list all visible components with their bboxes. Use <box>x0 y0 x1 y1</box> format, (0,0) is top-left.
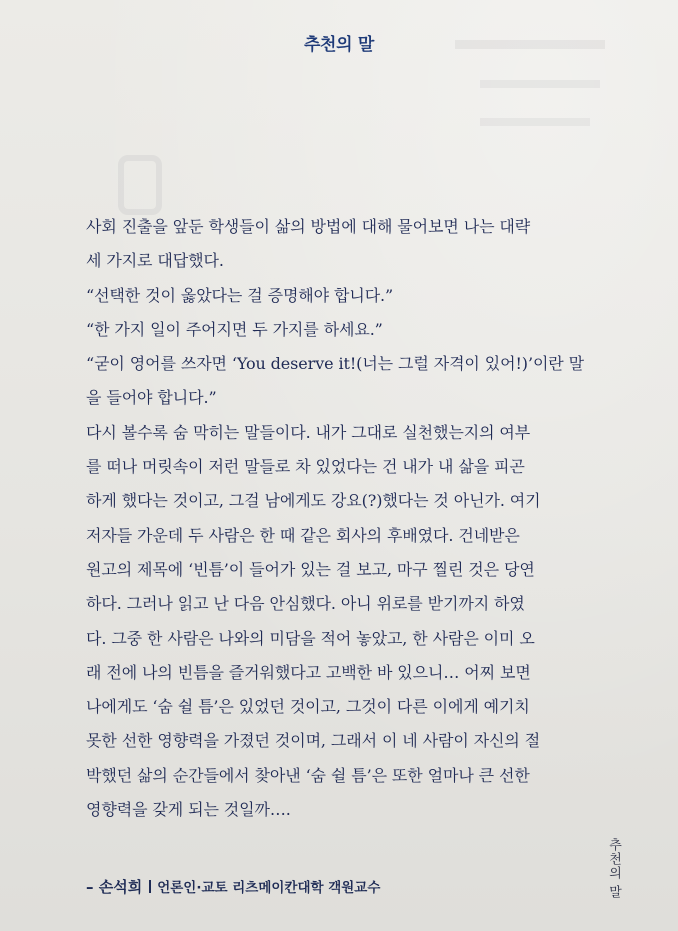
text-line: 사회 진출을 앞둔 학생들이 삶의 방법에 대해 물어보면 나는 대략 <box>86 217 531 236</box>
recommendation-text <box>86 210 606 827</box>
text-line: 다. 그중 한 사람은 나와의 미담을 적어 놓았고, 한 사람은 이미 오 <box>86 628 535 648</box>
bleed-through-mark <box>480 118 590 138</box>
separator-bar <box>149 880 151 893</box>
text-line: 을 들어야 합니다.” <box>86 388 217 408</box>
author-name: – 손석희 <box>86 878 143 896</box>
text-line: “굳이 영어를 쓰자면 ‘You deserve it!(너는 그럴 자격이 있어!)’이란 말 <box>86 354 584 374</box>
text-line: 나에게도 ‘숨 쉴 틈’은 있었던 것이고, 그것이 다른 이에게 예기치 <box>86 697 530 717</box>
text-line: 를 떠나 머릿속이 저런 말들로 차 있었다는 건 내가 내 삶을 피곤 <box>86 457 525 477</box>
text-line: 박했던 삶의 순간들에서 찾아낸 ‘숨 쉴 틈’은 또한 얼마나 큰 선한 <box>86 765 530 785</box>
text-line: “선택한 것이 옳았다는 걸 증명해야 합니다.” <box>86 285 394 305</box>
author-affiliation: 언론인·교토 리츠메이칸대학 객원교수 <box>157 880 381 896</box>
bleed-through-mark <box>118 155 162 215</box>
author-signature <box>86 876 380 897</box>
text-line: 래 전에 나의 빈틈을 즐거워했다고 고백한 바 있으니… 어찌 보면 <box>86 662 531 682</box>
text-line: “한 가지 일이 주어지면 두 가지를 하세요.” <box>86 319 383 339</box>
text-line: 영향력을 갖게 되는 것일까…. <box>86 800 291 820</box>
text-line: 원고의 제목에 ‘빈틈’이 들어가 있는 걸 보고, 마구 찔린 것은 당연 <box>86 559 535 579</box>
running-head-vertical: 추천의 말 <box>606 838 621 900</box>
text-line: 하다. 그러나 읽고 난 다음 안심했다. 아니 위로를 받기까지 하였 <box>86 594 525 614</box>
text-line: 못한 선한 영향력을 가졌던 것이며, 그래서 이 네 사람이 자신의 절 <box>86 731 541 751</box>
text-line: 다시 볼수록 숨 막히는 말들이다. 내가 그대로 실천했는지의 여부 <box>86 422 531 442</box>
text-line: 저자들 가운데 두 사람은 한 때 같은 회사의 후배였다. 건네받은 <box>86 525 520 545</box>
text-line: 세 가지로 대답했다. <box>86 251 224 271</box>
bleed-through-mark <box>480 80 600 100</box>
text-line: 하게 했다는 것이고, 그걸 남에게도 강요(?)했다는 것 아닌가. 여기 <box>86 491 541 511</box>
page-title: 추천의 말 <box>303 35 375 55</box>
